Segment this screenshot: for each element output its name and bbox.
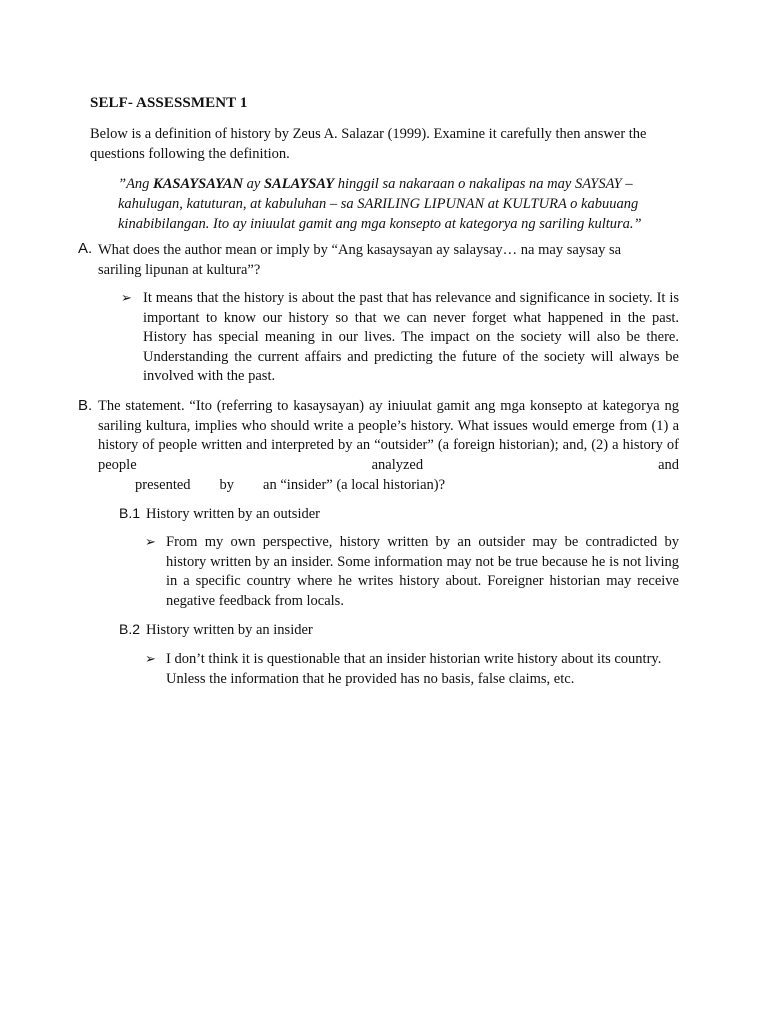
subquestion-b1 bbox=[119, 505, 320, 523]
question-a-line2: sariling lipunan at kultura”? bbox=[98, 262, 261, 278]
question-a-letter: A. bbox=[78, 240, 93, 257]
quote-open: ”Ang bbox=[118, 176, 154, 192]
quote-ay: ay bbox=[243, 176, 264, 192]
bullet-arrow-icon: ➢ bbox=[145, 652, 156, 667]
answer-a: It means that the history is about the past that has relevance and significance in society. It is important to know our history so that we can never forget what happened in the past. History has special meaning in our lives. The impact on the society will also be there. Understanding the current affairs and predicting the future of the society will always be involved with the past. bbox=[143, 290, 679, 384]
subquestion-b2 bbox=[119, 621, 313, 639]
subquestion-b2-label: History written by an insider bbox=[146, 622, 313, 638]
subquestion-b1-label: History written by an outsider bbox=[146, 506, 320, 522]
definition-quote bbox=[118, 174, 684, 234]
quote-salaysay: SALAYSAY bbox=[263, 176, 335, 192]
intro-paragraph: Below is a definition of history by Zeus A. Salazar (1999). Examine it carefully then answer the questions following the definition. bbox=[90, 126, 647, 162]
question-a-line1: What does the author mean or imply by “Ang kasaysayan ay salaysay… na may saysay sa bbox=[98, 242, 622, 258]
answer-b1: From my own perspective, history written by an outsider may be contradicted by history written by an insider. Some information may not be true because he is not living in a specific country where he writes history about. Foreigner historian may receive negative feedback from locals. bbox=[166, 534, 679, 609]
quote-kasaysayan: KASAYSAYAN bbox=[153, 176, 244, 192]
bullet-arrow-icon: ➢ bbox=[121, 291, 132, 306]
question-b-text: The statement. “Ito (referring to kasaysayan) ay iniuulat gamit ang mga konsepto at kategorya ng sariling kultura, implies who should write a people’s history. What issues would emerge from (1) a history of people written and interpreted by an “outsider” (a foreign historian); and, (2) a history of people analyzed and bbox=[98, 398, 679, 473]
quote-rest: hinggil sa nakaraan o nakalipas na may SAYSAY – kahulugan, katuturan, at kabuluhan – sa SARILING LIPUNAN at KULTURA o kabuuang kinabibilangan. Ito ay iniuulat gamit ang mga konsepto at kategorya ng sariling kultura.” bbox=[118, 176, 642, 232]
question-b-letter: B. bbox=[78, 397, 93, 414]
subquestion-b1-number: B.1 bbox=[119, 505, 141, 521]
subquestion-b2-number: B.2 bbox=[119, 621, 141, 637]
question-b-last-line: presented by an “insider” (a local historian)? bbox=[135, 477, 446, 493]
bullet-arrow-icon: ➢ bbox=[145, 535, 156, 550]
page-title: SELF- ASSESSMENT 1 bbox=[90, 95, 248, 111]
answer-b2: I don’t think it is questionable that an insider historian write history about its country. Unless the information that he provided has no basis, false claims, etc. bbox=[166, 651, 662, 687]
